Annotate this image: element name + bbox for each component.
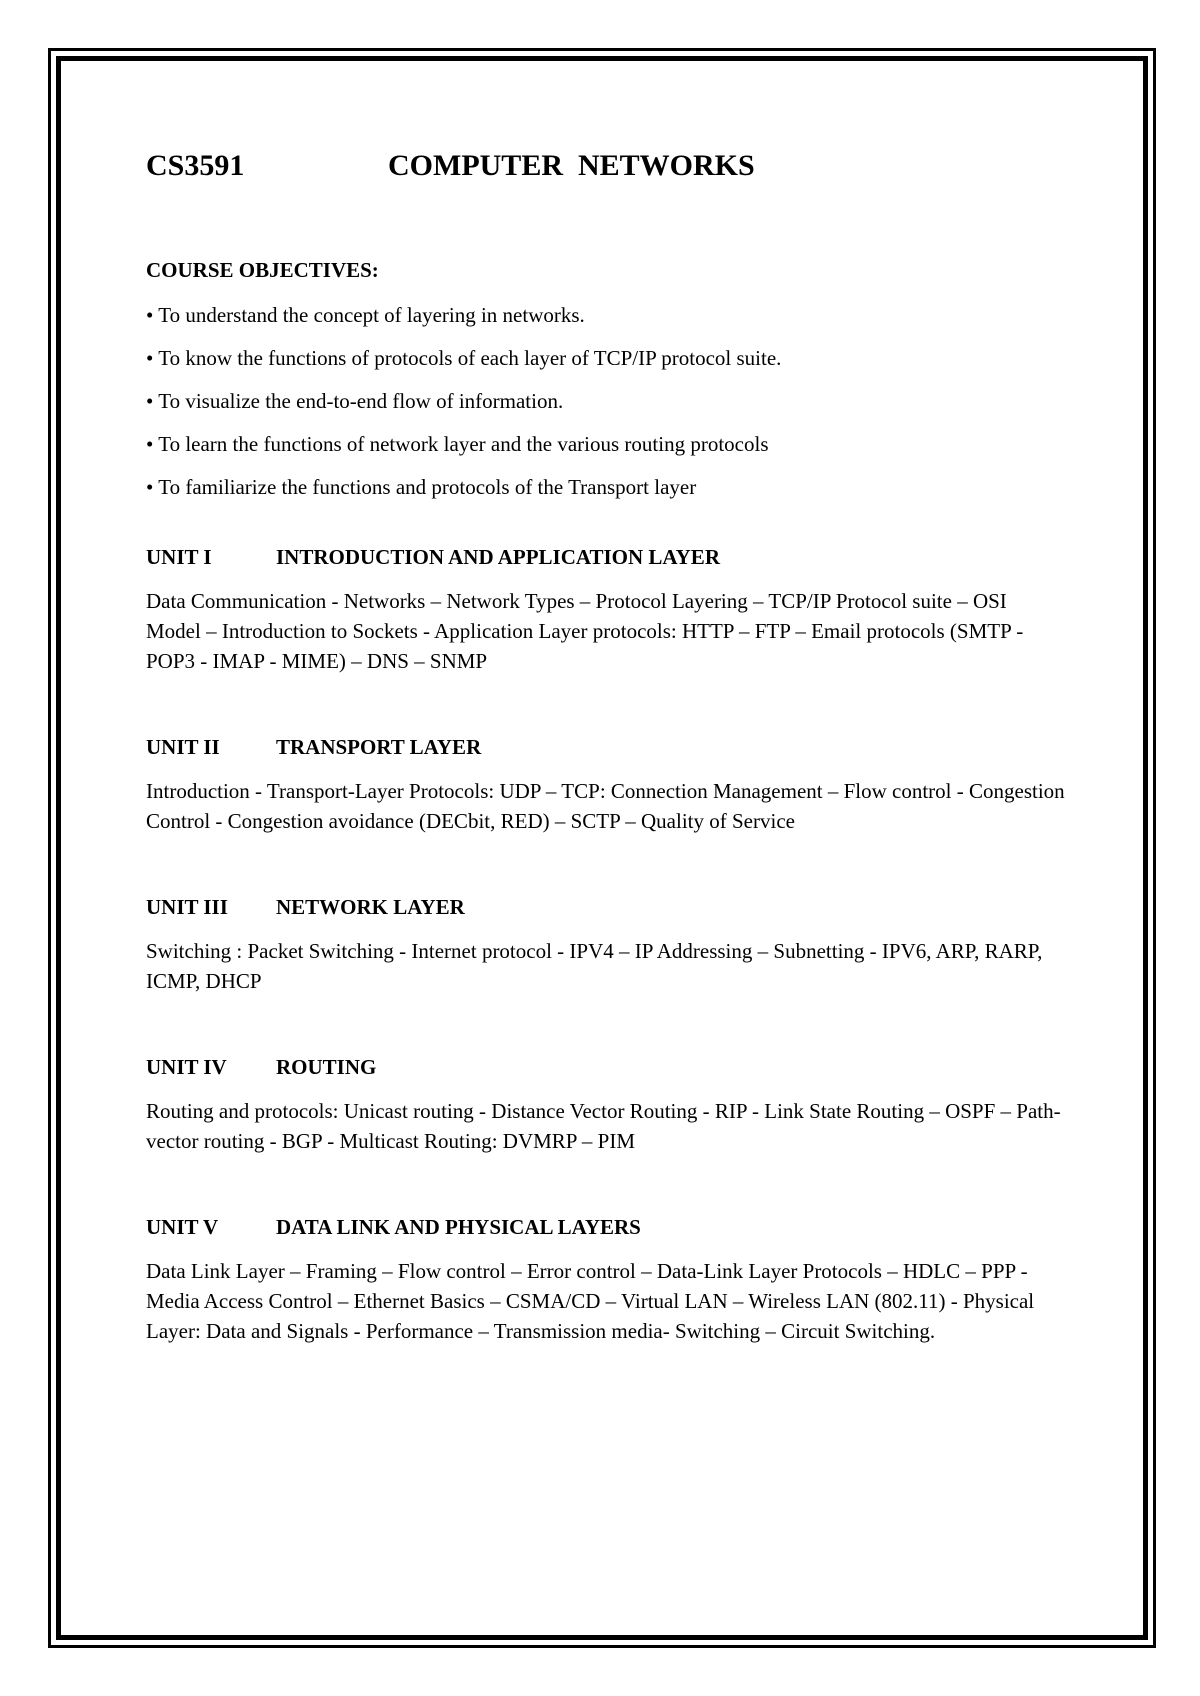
course-header xyxy=(146,146,1076,186)
unit-body: Introduction - Transport-Layer Protocols: UDP – TCP: Connection Management – Flow control - Congestion Control - Congestion avoidance (DECbit, RED) – SCTP – Quality of Service xyxy=(146,779,1065,833)
objective-item: • To know the functions of protocols of each layer of TCP/IP protocol suite. xyxy=(146,346,782,370)
objective-item: • To familiarize the functions and protocols of the Transport layer xyxy=(146,475,697,499)
objective-item: • To learn the functions of network layer and the various routing protocols xyxy=(146,432,769,456)
objective-item: • To understand the concept of layering in networks. xyxy=(146,303,585,327)
unit-label: UNIT V xyxy=(146,1215,219,1239)
unit-title: ROUTING xyxy=(276,1055,377,1079)
unit-title: DATA LINK AND PHYSICAL LAYERS xyxy=(276,1215,641,1239)
unit-heading xyxy=(146,732,1076,762)
unit-1 xyxy=(146,542,1076,676)
unit-heading xyxy=(146,892,1076,922)
unit-body: Data Communication - Networks – Network Types – Protocol Layering – TCP/IP Protocol suite – OSI Model – Introduction to Sockets - Application Layer protocols: HTTP – FTP – Email protocols (SMTP - POP3 - IMAP - MIME) – DNS – SNMP xyxy=(146,589,1024,673)
unit-5 xyxy=(146,1212,1076,1346)
unit-title: NETWORK LAYER xyxy=(276,895,465,919)
unit-label: UNIT III xyxy=(146,895,228,919)
unit-body: Switching : Packet Switching - Internet protocol - IPV4 – IP Addressing – Subnetting - IPV6, ARP, RARP, ICMP, DHCP xyxy=(146,939,1043,993)
unit-title: TRANSPORT LAYER xyxy=(276,735,482,759)
objectives-heading: COURSE OBJECTIVES: xyxy=(146,258,379,282)
unit-heading xyxy=(146,1212,1076,1242)
unit-heading xyxy=(146,1052,1076,1082)
unit-3 xyxy=(146,892,1076,996)
unit-label: UNIT I xyxy=(146,545,212,569)
units-list xyxy=(146,542,1076,1346)
course-title: COMPUTER NETWORKS xyxy=(388,149,755,182)
unit-2 xyxy=(146,732,1076,836)
objectives-list xyxy=(146,300,1076,502)
objective-item: • To visualize the end-to-end flow of information. xyxy=(146,389,564,413)
unit-label: UNIT IV xyxy=(146,1055,227,1079)
unit-heading xyxy=(146,542,1076,572)
syllabus-content xyxy=(146,146,1076,1402)
course-code: CS3591 xyxy=(146,149,245,182)
unit-4 xyxy=(146,1052,1076,1156)
unit-body: Data Link Layer – Framing – Flow control – Error control – Data-Link Layer Protocols – HDLC – PPP - Media Access Control – Ethernet Basics – CSMA/CD – Virtual LAN – Wireless LAN (802.11) - Physical Layer: Data and Signals - Performance – Transmission media- Switching – Circuit Switching. xyxy=(146,1259,1035,1343)
unit-label: UNIT II xyxy=(146,735,220,759)
unit-title: INTRODUCTION AND APPLICATION LAYER xyxy=(276,545,720,569)
unit-body: Routing and protocols: Unicast routing - Distance Vector Routing - RIP - Link State Routing – OSPF – Path-vector routing - BGP - Multicast Routing: DVMRP – PIM xyxy=(146,1099,1061,1153)
